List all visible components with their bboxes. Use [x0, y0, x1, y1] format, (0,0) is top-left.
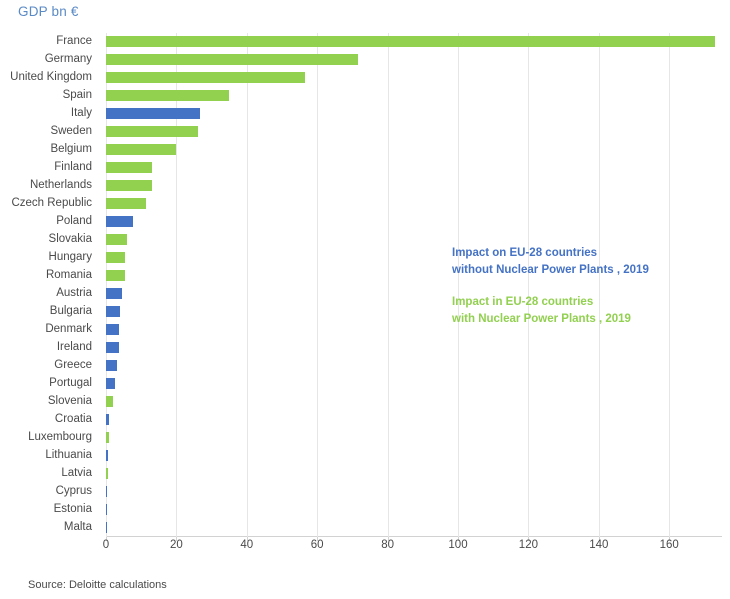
bar: [106, 180, 152, 191]
bar-row: [106, 483, 722, 501]
bar-row: [106, 339, 722, 357]
category-label: Lithuania: [45, 449, 92, 461]
bar: [106, 144, 176, 155]
bar: [106, 414, 109, 425]
bar-row: [106, 195, 722, 213]
category-label: Greece: [54, 359, 92, 371]
category-axis-labels: [0, 33, 100, 537]
x-tick-label: 160: [659, 539, 679, 551]
category-label: Malta: [63, 521, 92, 533]
category-label: Cyprus: [55, 485, 92, 497]
bar-row: [106, 501, 722, 519]
category-label: Portugal: [49, 377, 92, 389]
bar: [106, 90, 229, 101]
legend-green-line2: with Nuclear Power Plants , 2019: [452, 313, 631, 325]
chart-axis-title: GDP bn €: [18, 4, 79, 19]
category-label: Romania: [45, 269, 92, 281]
category-label: Netherlands: [29, 179, 92, 191]
bar: [106, 306, 120, 317]
bar: [106, 270, 125, 281]
category-label: Poland: [56, 215, 92, 227]
bar: [106, 288, 122, 299]
category-label: Slovakia: [48, 233, 92, 245]
bar: [106, 126, 198, 137]
category-label: Ireland: [56, 341, 92, 353]
legend-green-line1: Impact in EU-28 countries: [452, 296, 594, 308]
x-tick-label: 100: [448, 539, 468, 551]
bar-row: [106, 87, 722, 105]
category-label: Italy: [70, 107, 92, 119]
bar: [106, 522, 107, 533]
bar: [106, 162, 152, 173]
bar: [106, 504, 107, 515]
bar: [106, 378, 115, 389]
bar-row: [106, 51, 722, 69]
bar-row: [106, 159, 722, 177]
bar-row: [106, 519, 722, 537]
legend-green: [452, 294, 631, 328]
bar: [106, 54, 358, 65]
bar-row: [106, 177, 722, 195]
bar: [106, 36, 715, 47]
legend-blue: [452, 245, 649, 279]
category-label: Luxembourg: [28, 431, 92, 443]
category-label: Latvia: [61, 467, 92, 479]
bar: [106, 252, 125, 263]
category-label: Denmark: [45, 323, 92, 335]
x-tick-label: 120: [518, 539, 538, 551]
category-label: Hungary: [48, 251, 92, 263]
x-axis-tick-labels: [102, 539, 722, 557]
x-tick-label: 140: [589, 539, 609, 551]
bar-row: [106, 411, 722, 429]
bar-row: [106, 429, 722, 447]
bar-row: [106, 213, 722, 231]
bar-row: [106, 357, 722, 375]
bar: [106, 234, 127, 245]
bar: [106, 468, 108, 479]
bar: [106, 432, 109, 443]
legend-blue-line1: Impact on EU-28 countries: [452, 247, 598, 259]
category-label: Croatia: [54, 413, 92, 425]
bar: [106, 342, 119, 353]
bar-row: [106, 141, 722, 159]
bar: [106, 486, 107, 497]
bar-row: [106, 69, 722, 87]
bar: [106, 450, 108, 461]
x-tick-label: 0: [102, 539, 110, 551]
bar: [106, 108, 200, 119]
bar-row: [106, 375, 722, 393]
category-label: Austria: [56, 287, 92, 299]
category-label: France: [56, 35, 92, 47]
category-label: Slovenia: [47, 395, 92, 407]
x-tick-label: 60: [310, 539, 324, 551]
category-label: Sweden: [50, 125, 92, 137]
bar-row: [106, 465, 722, 483]
x-tick-label: 20: [169, 539, 183, 551]
bar: [106, 360, 117, 371]
category-label: Belgium: [50, 143, 92, 155]
bar-row: [106, 393, 722, 411]
bar-row: [106, 447, 722, 465]
bar-row: [106, 33, 722, 51]
legend-blue-line2: without Nuclear Power Plants , 2019: [452, 264, 649, 276]
category-label: Czech Republic: [11, 197, 92, 209]
category-label: Bulgaria: [49, 305, 92, 317]
category-label: Spain: [62, 89, 92, 101]
source-note: Source: Deloitte calculations: [28, 579, 167, 591]
bar-row: [106, 105, 722, 123]
bar: [106, 198, 146, 209]
x-tick-label: 40: [240, 539, 254, 551]
bar: [106, 72, 305, 83]
category-label: Finland: [54, 161, 92, 173]
category-label: United Kingdom: [10, 71, 92, 83]
category-label: Estonia: [53, 503, 92, 515]
category-label: Germany: [44, 53, 92, 65]
plot-area: [106, 33, 722, 537]
bar-row: [106, 123, 722, 141]
bar: [106, 396, 113, 407]
bar: [106, 216, 133, 227]
x-tick-label: 80: [381, 539, 394, 551]
bar: [106, 324, 119, 335]
